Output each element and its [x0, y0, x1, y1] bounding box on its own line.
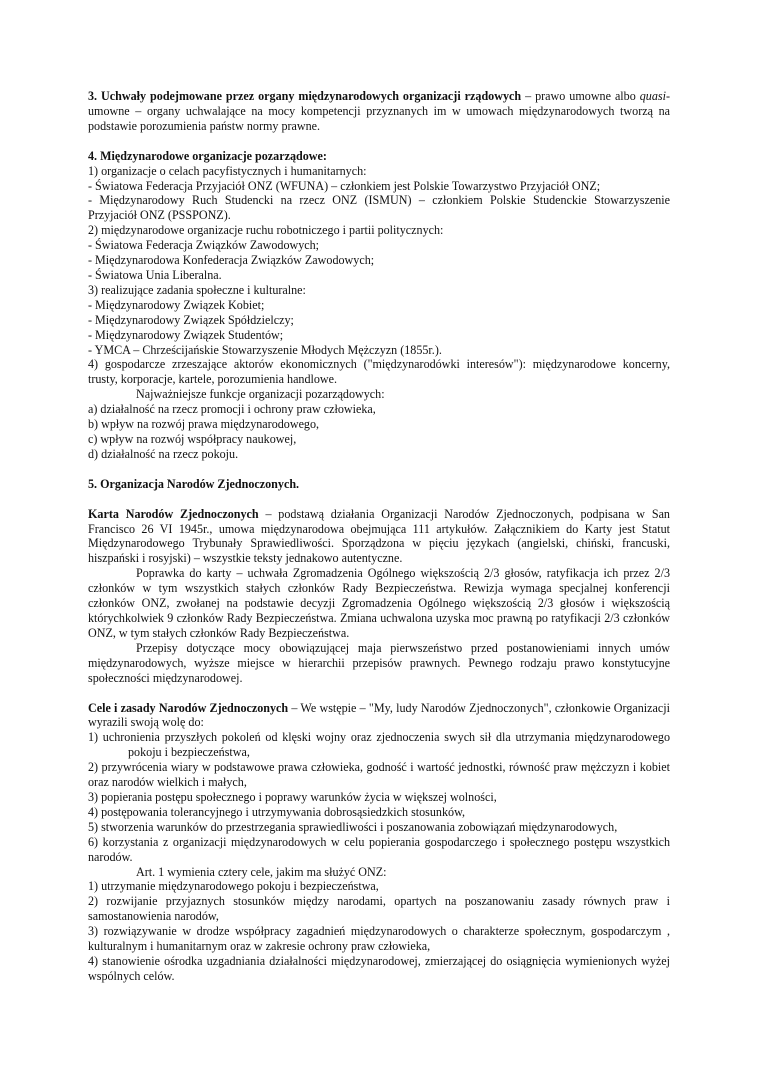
- section-5-title: [88, 477, 670, 492]
- section-3-text-b: -umowne – organy uchwalające na mocy kompetencji przyznanych im w umowach międzynarodowych tworzą na podstawie porozumienia państw normy prawne.: [88, 89, 670, 133]
- section-4-title: [88, 149, 670, 164]
- list-item: - Międzynarodowy Związek Studentów;: [88, 327, 284, 342]
- cele-item: 4) postępowania tolerancyjnego i utrzymywania dobrosąsiedzkich stosunków,: [88, 804, 466, 819]
- poprawka-paragraph: Poprawka do karty – uchwała Zgromadzenia Ogólnego większością 2/3 głosów, ratyfikacja ich przez 2/3 członków w tym wszystkich stałych członków Rady Bezpieczeństwa. Rewizja wymaga specjalnej konferencji członków ONZ, zwołanej na podstawie decyzji Zgromadzenia Ogólnego większością 2/3 głosów i większością którychkolwiek 9 członków Rady Bezpieczeństwa. Zmiana uchwalona uzyska moc prawną po ratyfikacji 2/3 członków ONZ, w tym stałych członków Rady Bezpieczeństwa.: [88, 566, 670, 640]
- cele-item: 1) uchronienia przyszłych pokoleń od klęski wojny oraz zjednoczenia swych sił dla utrzymania międzynarodowego pokoju i bezpieczeństwa,: [88, 730, 670, 760]
- cele-paragraph: [88, 701, 670, 731]
- cele-title: Cele i zasady Narodów Zjednoczonych: [88, 700, 289, 715]
- list-item: - YMCA – Chrześcijańskie Stowarzyszenie Młodych Mężczyzn (1855r.).: [88, 342, 442, 357]
- list-item: - Światowa Federacja Związków Zawodowych;: [88, 238, 320, 253]
- list-item: - Międzynarodowa Konfederacja Związków Zawodowych;: [88, 253, 375, 268]
- section-3-paragraph: [88, 89, 670, 134]
- art1-intro: Art. 1 wymienia cztery cele, jakim ma służyć ONZ:: [136, 864, 387, 879]
- function-item: a) działalność na rzecz promocji i ochrony praw człowieka,: [88, 402, 376, 417]
- art1-item: 1) utrzymanie międzynarodowego pokoju i bezpieczeństwa,: [88, 879, 379, 894]
- list-item: - Światowa Federacja Przyjaciół ONZ (WFUNA) – członkiem jest Polskie Towarzystwo Przyjaciół ONZ;: [88, 178, 601, 193]
- list-item: - Międzynarodowy Związek Spółdzielczy;: [88, 312, 294, 327]
- list-item: - Międzynarodowy Związek Kobiet;: [88, 297, 265, 312]
- section-3-title: 3. Uchwały podejmowane przez organy międzynarodowych organizacji rządowych: [88, 89, 522, 103]
- cele-intro: – We wstępie – "My, ludy Narodów Zjednoczonych", członkowie Organizacji wyrazili swoją wolę do:: [88, 700, 670, 730]
- section-3-quasi: quasi: [639, 89, 666, 103]
- list-item: 2) międzynarodowe organizacje ruchu robotniczego i partii politycznych:: [88, 223, 444, 238]
- art1-item: 2) rozwijanie przyjaznych stosunków między narodami, opartych na poszanowaniu zasady równych praw i samostanowienia narodów,: [88, 894, 670, 924]
- section-5-title-text: 5. Organizacja Narodów Zjednoczonych.: [88, 476, 300, 491]
- list-item: 3) realizujące zadania społeczne i kulturalne:: [88, 282, 306, 297]
- art1-item: 3) rozwiązywanie w drodze współpracy zagadnień międzynarodowych o charakterze społecznym, gospodarczym , kulturalnym i humanitarnym oraz w zakresie ochrony praw człowieka,: [88, 924, 670, 954]
- art1-item: 4) stanowienie ośrodka uzgadniania działalności międzynarodowej, zmierzającej do osiągnięcia wymienionych wyżej wspólnych celów.: [88, 953, 670, 983]
- function-item: b) wpływ na rozwój prawa międzynarodowego,: [88, 417, 320, 432]
- cele-item: 3) popierania postępu społecznego i poprawy warunków życia w większej wolności,: [88, 789, 497, 804]
- list-item: - Światowa Unia Liberalna.: [88, 267, 222, 282]
- cele-item: 5) stworzenia warunków do przestrzegania sprawiedliwości i poszanowania zobowiązań międzynarodowych,: [88, 819, 618, 834]
- section-3-text-a: – prawo umowne albo: [521, 89, 640, 103]
- document-page: [88, 89, 670, 984]
- karta-title: Karta Narodów Zjednoczonych: [88, 506, 259, 521]
- list-item: 4) gospodarcze zrzeszające aktorów ekonomicznych ("międzynarodówki interesów"): międzynarodowe koncerny, trusty, korporacje, kartele, porozumienia handlowe.: [88, 357, 670, 387]
- przepisy-paragraph: Przepisy dotyczące mocy obowiązującej maja pierwszeństwo przed postanowieniami innych umów międzynarodowych, wyższe miejsce w hierarchii przepisów prawnych. Pewnego rodzaju prawo konstytucyjne społeczności międzynarodowej.: [88, 640, 670, 685]
- cele-item: 6) korzystania z organizacji międzynarodowych w celu popierania gospodarczego i społecznego postępu wszystkich narodów.: [88, 834, 670, 864]
- function-item: c) wpływ na rozwój współpracy naukowej,: [88, 431, 297, 446]
- functions-intro: Najważniejsze funkcje organizacji pozarządowych:: [136, 387, 385, 402]
- section-4-title-text: 4. Międzynarodowe organizacje pozarządowe:: [88, 148, 327, 163]
- list-item: 1) organizacje o celach pacyfistycznych i humanitarnych:: [88, 163, 367, 178]
- cele-item: 2) przywrócenia wiary w podstawowe prawa człowieka, godność i wartość jednostki, równość praw mężczyzn i kobiet oraz narodów wielkich i małych,: [88, 760, 670, 790]
- karta-paragraph: [88, 507, 670, 567]
- karta-text: – podstawą działania Organizacji Narodów Zjednoczonych, podpisana w San Francisco 26 VI 1945r., umowa międzynarodowa obejmująca 111 artykułów. Załącznikiem do Karty jest Statut Międzynarodowego Trybunały Sprawiedliwości. Sporządzona w pięciu językach (angielski, chiński, francuski, hiszpański i rosyjski) – wszystkie teksty jednakowo autentyczne.: [88, 506, 670, 566]
- function-item: d) działalność na rzecz pokoju.: [88, 446, 239, 461]
- list-item: - Międzynarodowy Ruch Studencki na rzecz ONZ (ISMUN) – członkiem Polskie Studenckie Stowarzyszenie Przyjaciół ONZ (PSSPONZ).: [88, 193, 670, 223]
